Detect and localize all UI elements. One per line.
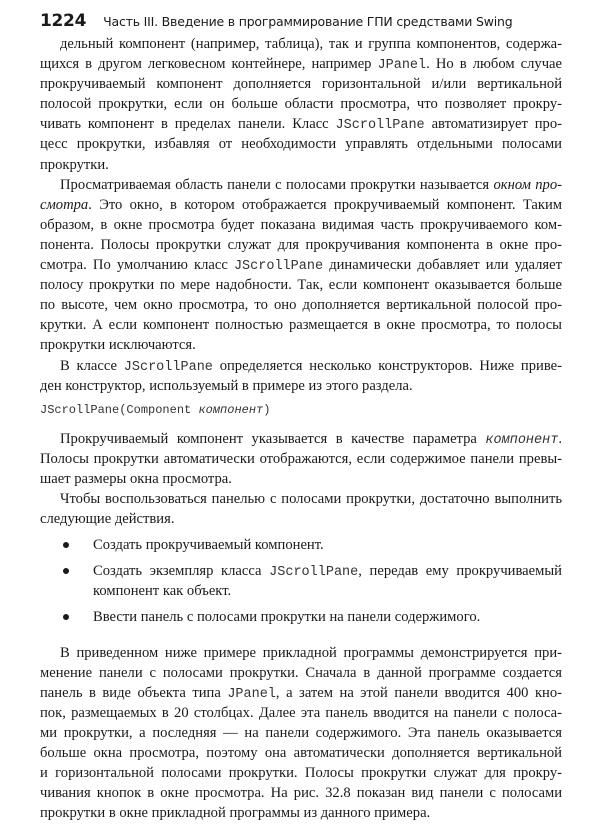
text-line xyxy=(40,743,562,763)
text-run: ми прокрутки, а последняя — на панели содержимого. Эта панель оказывается xyxy=(40,724,562,741)
text-run: панель в виде объекта типа xyxy=(40,684,228,701)
text-line xyxy=(40,175,562,195)
text-run: прокрутки. xyxy=(40,156,109,173)
text-run: прокрутки исключаются. xyxy=(40,337,196,354)
text-run: Полосы прокрутки автоматически отображаются, если содержимое панели превы- xyxy=(40,450,562,467)
text-run: дельный компонент (например, таблица), так и группа компонентов, содержа- xyxy=(60,36,562,52)
text-run: полосой прокрутки, если он больше области просмотра, что позволяет прокру- xyxy=(40,96,562,113)
code-term: JScrollPane xyxy=(269,565,359,581)
text-run: , а затем на этой панели вводится 400 кно- xyxy=(275,684,563,701)
paragraph-group-1 xyxy=(40,34,562,396)
page-number: 1224 xyxy=(40,11,87,31)
text-run: . xyxy=(558,430,562,447)
text-line xyxy=(40,683,562,703)
text-run: чивать компонент в пределах панели. Класс xyxy=(40,116,336,133)
text-run: В приведенном ниже примере прикладной программы демонстрируется при- xyxy=(60,644,562,661)
emphasis-text: смотра xyxy=(40,196,89,213)
code-term: JScrollPane xyxy=(123,359,213,375)
page-header xyxy=(40,11,512,31)
text-line xyxy=(40,376,562,396)
text-line xyxy=(40,429,562,449)
paragraph xyxy=(40,34,562,175)
text-line xyxy=(40,663,562,683)
text-line xyxy=(40,114,562,134)
text-line xyxy=(40,489,562,509)
text-line xyxy=(40,703,562,723)
text-line xyxy=(40,155,562,175)
code-term: компонент xyxy=(485,432,559,448)
text-run: цесс прокрутки, избавляя от необходимости управлять отдельными полосами xyxy=(40,136,562,153)
text-run: следующие действия. xyxy=(40,511,175,528)
text-line xyxy=(93,581,562,601)
text-run: понента. Полосы прокрутки служат для прокручивания компонента в окне про- xyxy=(40,236,562,253)
text-line xyxy=(40,509,562,529)
text-line xyxy=(40,783,562,803)
text-run: смотра. По умолчанию класс xyxy=(40,257,234,274)
emphasis-text: окном про- xyxy=(493,176,562,193)
text-line xyxy=(40,763,562,783)
text-run: . Это окно, в котором отображается прокручиваемый компонент. Таким xyxy=(88,196,562,213)
bullet-icon xyxy=(63,542,69,548)
code-prefix: JScrollPane(Component xyxy=(40,402,199,417)
text-run: Ввести панель с полосами прокрутки на панели содержимого. xyxy=(93,609,481,626)
text-run: ден конструктор, используемый в примере из этого раздела. xyxy=(40,377,413,394)
text-run: компонент как объект. xyxy=(93,583,232,600)
code-param: компонент xyxy=(198,402,264,417)
text-line xyxy=(40,803,562,823)
text-run: , передав ему прокручиваемый xyxy=(358,563,562,580)
text-run: . Но в любом случае xyxy=(426,56,562,73)
code-suffix: ) xyxy=(263,402,271,417)
text-line xyxy=(40,469,562,489)
text-run: крутки. А если компонент полностью размещается в окне просмотра, то полосы xyxy=(40,317,562,334)
text-line xyxy=(40,94,562,114)
text-line xyxy=(40,356,562,376)
text-line xyxy=(93,535,562,555)
code-term: JPanel xyxy=(227,686,276,702)
paragraph xyxy=(40,489,562,529)
text-line xyxy=(40,255,562,275)
running-title: Часть III. Введение в программирование ГПИ средствами Swing xyxy=(103,14,513,29)
text-run: автоматизирует про- xyxy=(424,116,562,133)
text-run: пок, размещаемых в 20 столбцах. Далее эта панель вводится на панели с полоса- xyxy=(40,704,562,721)
text-line xyxy=(40,235,562,255)
code-term: JPanel xyxy=(377,58,427,74)
paragraph xyxy=(40,643,562,824)
text-line xyxy=(40,723,562,743)
text-run: Создать прокручиваемый компонент. xyxy=(93,537,324,554)
text-run: щихся в другом легковесном контейнере, например xyxy=(40,56,378,73)
text-run: прокрутки в окне прикладной программы из данного примера. xyxy=(40,805,431,822)
text-line xyxy=(40,54,562,74)
text-line xyxy=(40,643,562,663)
text-run: шает размеры окна просмотра. xyxy=(40,470,232,487)
bullet-item xyxy=(40,561,562,601)
text-run: Просматриваемая область панели с полосами прокрутки называется xyxy=(60,176,494,193)
text-run: Прокручиваемый компонент указывается в качестве параметра xyxy=(60,430,486,447)
text-line xyxy=(40,195,562,215)
paragraph xyxy=(40,356,562,396)
bullet-list xyxy=(40,535,562,627)
text-run: прокручиваемый компонент дополняется горизонтальной и/или вертикальной xyxy=(40,76,562,93)
paragraph-group-3 xyxy=(40,643,562,824)
text-line xyxy=(40,315,562,335)
text-line xyxy=(40,74,562,94)
text-run: В классе xyxy=(60,357,124,374)
code-constructor xyxy=(40,400,562,420)
text-line xyxy=(40,449,562,469)
text-run: и горизонтальной полосами прокрутки. Полосы прокрутки служат для прокру- xyxy=(40,765,562,782)
bullet-icon xyxy=(63,614,69,620)
text-run: Чтобы воспользоваться панелью с полосами прокрутки, достаточно выполнить xyxy=(60,490,562,507)
text-run: образом, в окне просмотра будет показана видимая часть прокручиваемого ком- xyxy=(40,216,562,233)
text-line xyxy=(93,607,562,627)
bullet-item xyxy=(40,607,562,627)
text-run: чивания кнопок в окне просмотра. На рис. 32.8 показан вид панели с полосами xyxy=(40,785,562,802)
text-run: по высоте, чем окно просмотра, то оно дополняется вертикальной полосой про- xyxy=(40,297,562,314)
paragraph-group-2 xyxy=(40,429,562,529)
text-line xyxy=(40,34,562,54)
text-run: динамически добавляет или удаляет xyxy=(323,257,562,274)
text-line xyxy=(40,215,562,235)
text-line xyxy=(40,295,562,315)
bullet-item xyxy=(40,535,562,555)
code-term: JScrollPane xyxy=(233,259,324,275)
text-line xyxy=(40,335,562,355)
text-run: определяется несколько конструкторов. Ниже приве- xyxy=(212,357,562,374)
code-term: JScrollPane xyxy=(335,118,425,134)
text-line xyxy=(40,134,562,154)
text-run: больше окна просмотра, поэтому она автоматически дополняется вертикальной xyxy=(40,745,562,761)
text-run: Создать экземпляр класса xyxy=(93,563,270,580)
text-line xyxy=(93,561,562,581)
text-run: менение панели с полосами прокрутки. Сначала в данной программе создается xyxy=(40,664,562,681)
bullet-icon xyxy=(63,568,69,574)
page-body xyxy=(40,34,562,823)
text-line xyxy=(40,275,562,295)
paragraph xyxy=(40,429,562,489)
paragraph xyxy=(40,175,562,356)
text-run: полосу прокрутки по мере надобности. Так, если компонент оказывается больше xyxy=(40,277,562,294)
